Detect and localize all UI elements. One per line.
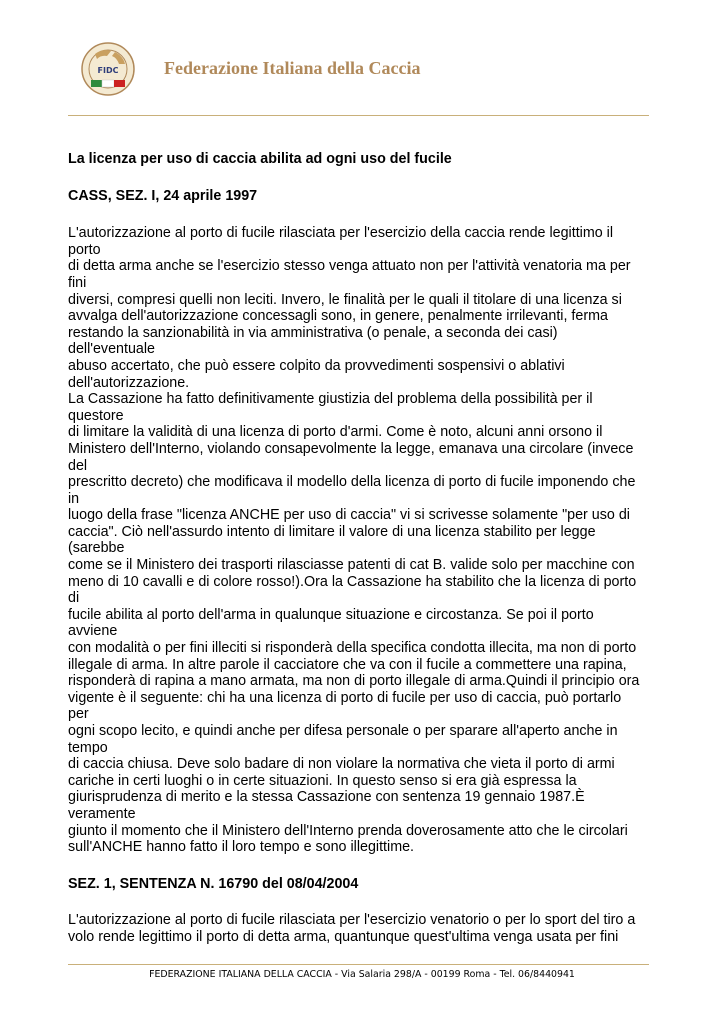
text-line: diversi, compresi quelli non leciti. Invero, le finalità per le quali il titolare di una licenza si — [68, 291, 622, 308]
text-line: (sarebbe — [68, 540, 125, 557]
fidc-logo — [81, 42, 135, 96]
section-heading-sentenza: SEZ. 1, SENTENZA N. 16790 del 08/04/2004 — [68, 875, 359, 892]
text-line: L'autorizzazione al porto di fucile rilasciata per l'esercizio della caccia rende legittimo il — [68, 225, 614, 242]
text-line: L'autorizzazione al porto di fucile rilasciata per l'esercizio venatorio o per lo sport del tiro a — [68, 912, 636, 929]
text-line: restando la sanzionabilità in via amministrativa (o penale, a seconda dei casi) — [68, 324, 558, 341]
text-line: meno di 10 cavalli e di colore rosso!).Ora la Cassazione ha stabilito che la licenza di porto — [68, 573, 637, 590]
text-line: fini — [68, 274, 87, 291]
text-line: sull'ANCHE hanno fatto il loro tempo e sono illegittime. — [68, 839, 415, 856]
text-line: veramente — [68, 805, 136, 822]
section-heading-cass: CASS, SEZ. I, 24 aprile 1997 — [68, 187, 258, 204]
text-line: cariche in certi luoghi o in certe situazioni. In questo senso si era già espressa la — [68, 772, 577, 789]
section2-body — [68, 912, 658, 945]
text-line: di caccia chiusa. Deve solo badare di non violare la normativa che vieta il porto di armi — [68, 756, 615, 773]
text-line: caccia". Ciò nell'assurdo intento di limitare il valore di una licenza stabilito per legge — [68, 523, 596, 540]
text-line: vigente è il seguente: chi ha una licenza di porto di fucile per uso di caccia, può portarlo — [68, 689, 622, 706]
text-line: come se il Ministero dei trasporti rilasciasse patenti di cat B. valide solo per macchine con — [68, 557, 635, 574]
article-content — [68, 151, 658, 946]
text-line: fucile abilita al porto dell'arma in qualunque situazione e circostanza. Se poi il porto — [68, 606, 594, 623]
text-line: con modalità o per fini illeciti si risponderà della specifica condotta illecita, ma non di porto — [68, 640, 637, 657]
text-line: illegale di arma. In altre parole il cacciatore che va con il fucile a commettere una rapina, — [68, 656, 627, 673]
footer-address: FEDERAZIONE ITALIANA DELLA CACCIA - Via Salaria 298/A - 00199 Roma - Tel. 06/8440941 — [149, 969, 575, 980]
header-divider — [68, 115, 649, 116]
organization-title: Federazione Italiana della Caccia — [164, 58, 421, 78]
text-line: prescritto decreto) che modificava il modello della licenza di porto di fucile imponendo che — [68, 474, 636, 491]
text-line: dell'autorizzazione. — [68, 374, 190, 391]
text-line: risponderà di rapina a mano armata, ma non di porto illegale di arma.Quindi il principio ora — [68, 673, 640, 690]
text-line: di limitare la validità di una licenza di porto d'armi. Come è noto, alcuni anni orsono il — [68, 424, 603, 441]
text-line: abuso accertato, che può essere colpito da provvedimenti sospensivi o ablativi — [68, 357, 565, 374]
text-line: questore — [68, 407, 124, 424]
text-line: di — [68, 590, 80, 607]
text-line: tempo — [68, 739, 108, 756]
text-line: di detta arma anche se l'esercizio stesso venga attuato non per l'attività venatoria ma per — [68, 258, 631, 275]
article-title: La licenza per uso di caccia abilita ad ogni uso del fucile — [68, 151, 452, 167]
text-line: giurisprudenza di merito e la stessa Cassazione con sentenza 19 gennaio 1987.È — [68, 789, 585, 806]
text-line: avvalga dell'autorizzazione concessagli sono, in genere, penalmente irrilevanti, ferma — [68, 308, 608, 325]
section1-body — [68, 225, 658, 856]
svg-text:FIDC: FIDC — [97, 66, 119, 75]
text-line: dell'eventuale — [68, 341, 155, 358]
footer-divider — [68, 964, 649, 965]
text-line: avviene — [68, 623, 118, 640]
text-line: porto — [68, 241, 101, 258]
text-line: volo rende legittimo il porto di detta arma, quantunque quest'ultima venga usata per fini — [68, 928, 619, 945]
text-line: del — [68, 457, 88, 474]
text-line: luogo della frase "licenza ANCHE per uso di caccia" vi si scrivesse solamente "per uso di — [68, 507, 630, 524]
text-line: Ministero dell'Interno, violando consapevolmente la legge, emanava una circolare (invece — [68, 440, 634, 457]
text-line: per — [68, 706, 89, 723]
text-line: in — [68, 490, 80, 507]
text-line: ogni scopo lecito, e quindi anche per difesa personale o per sparare all'aperto anche in — [68, 723, 618, 739]
text-line: La Cassazione ha fatto definitivamente giustizia del problema della possibilità per il — [68, 391, 593, 408]
text-line: giunto il momento che il Ministero dell'Interno prenda doverosamente atto che le circolari — [68, 822, 628, 839]
